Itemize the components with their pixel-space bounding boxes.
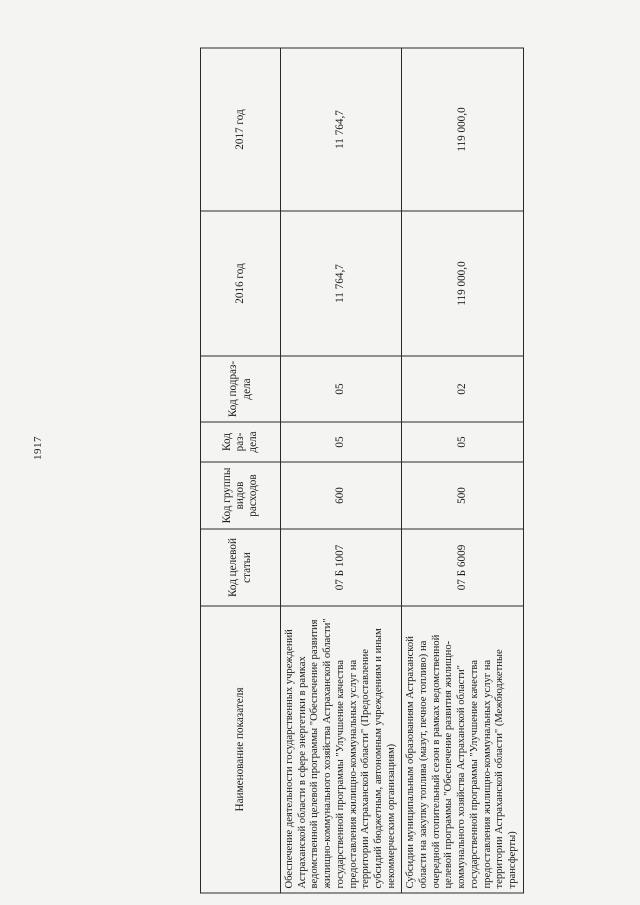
table-row bbox=[402, 48, 523, 893]
budget-table bbox=[200, 48, 524, 894]
row-subsection: 05 bbox=[281, 356, 402, 422]
header-section: Код раз-дела bbox=[201, 422, 281, 462]
rotated-table-wrapper bbox=[200, 49, 518, 894]
header-target-code: Код целевой статьи bbox=[201, 529, 281, 606]
row-indicator-name: Субсидии муниципальным образованиям Астраханской области на закупку топлива (мазут, печное топливо) на очередной отопительный сезон в рамках ведомственной целевой программы "Обеспечение развития жилищно-коммунального хозяйства Астраханской области" государственной программы "Улучшение качества предоставления жилищно-коммунальных услуг на территории Астраханской области" (Межбюджетные трансферты) bbox=[402, 606, 523, 893]
row-amount-2016: 119 000,0 bbox=[402, 211, 523, 356]
row-expense-group: 600 bbox=[281, 462, 402, 529]
row-target-code: 07 Б 1007 bbox=[281, 529, 402, 606]
header-row bbox=[201, 48, 281, 893]
row-indicator-name: Обеспечение деятельности государственных учреждений Астраханской области в сфере энергетики в рамках ведомственной целевой программы "Обеспечение развития жилищно-коммунального хозяйства Астраханской области" государственной программы "Улучшение качества предоставления жилищно-коммунальных услуг на территории Астраханской области" (Предоставление субсидий бюджетным, автономным учреждениям и иным некоммерческим организациям) bbox=[281, 606, 402, 893]
row-amount-2016: 11 764,7 bbox=[281, 211, 402, 356]
header-2016: 2016 год bbox=[201, 211, 281, 356]
row-amount-2017: 11 764,7 bbox=[281, 48, 402, 211]
row-target-code: 07 Б 6009 bbox=[402, 529, 523, 606]
table-row bbox=[281, 48, 402, 893]
header-subsection: Код подраз-дела bbox=[201, 356, 281, 422]
row-section: 05 bbox=[281, 422, 402, 462]
row-subsection: 02 bbox=[402, 356, 523, 422]
header-expense-group: Код группы видов расходов bbox=[201, 462, 281, 529]
header-indicator-name: Наименование показателя bbox=[201, 606, 281, 893]
header-2017: 2017 год bbox=[201, 48, 281, 211]
row-amount-2017: 119 000,0 bbox=[402, 48, 523, 211]
page-number: 1917 bbox=[32, 436, 44, 460]
row-section: 05 bbox=[402, 422, 523, 462]
row-expense-group: 500 bbox=[402, 462, 523, 529]
